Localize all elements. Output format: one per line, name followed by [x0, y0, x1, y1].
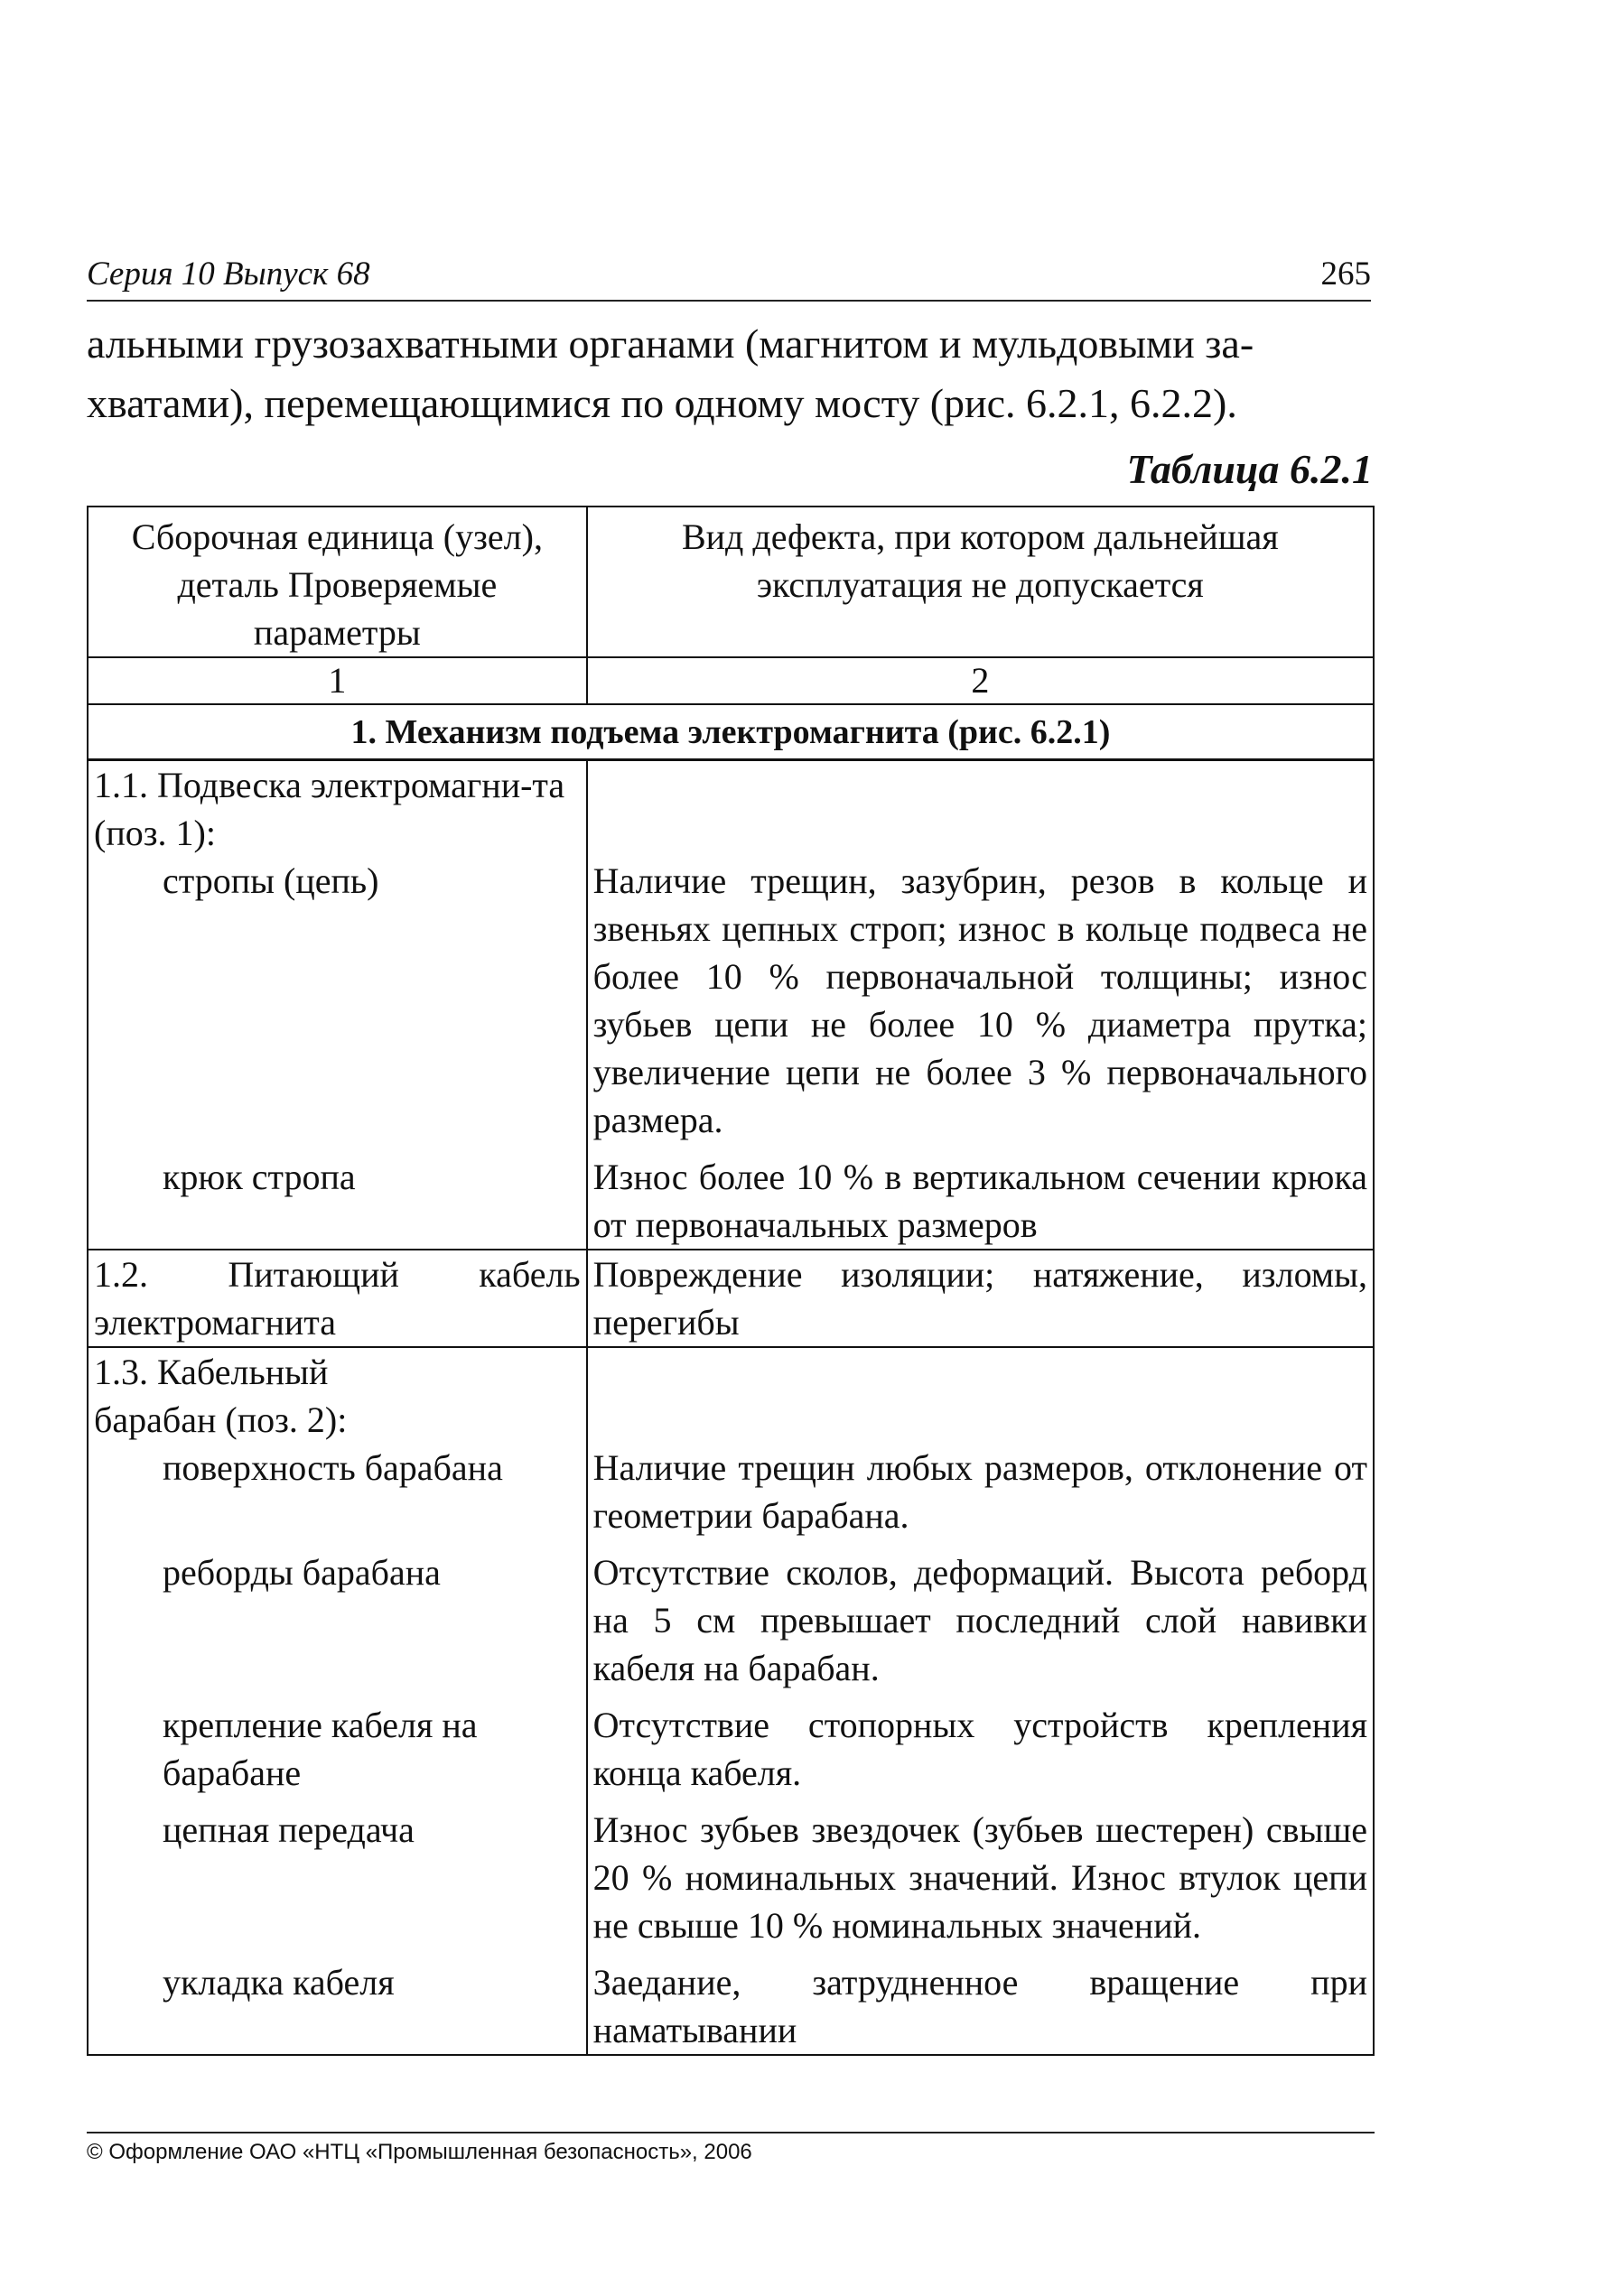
- defect-cell: [587, 1347, 1374, 1444]
- part-cell: укладка кабеля: [88, 1958, 587, 2055]
- column-number-row: [88, 657, 1374, 704]
- part-cell: крепление кабеля на барабане: [88, 1701, 587, 1806]
- defect-text: Отсутствие сколов, деформаций. Высота реборд на 5 см превышает последний слой навивки кабеля на барабан.: [592, 1552, 1367, 1688]
- part-cell: стропы (цепь): [88, 857, 587, 1153]
- defect-cell: [587, 1548, 1374, 1701]
- part-cell: реборды барабана: [88, 1548, 587, 1701]
- defect-text: Наличие трещин любых размеров, отклонение от геометрии барабана.: [592, 1447, 1367, 1536]
- table-row: [88, 857, 1374, 1153]
- defect-text: Износ зубьев звездочек (зубьев шестерен) свыше 20 % номинальных значений. Износ втулок цепи не свыше 10 % номинальных значений.: [592, 1809, 1367, 1946]
- defect-cell: [587, 1806, 1374, 1958]
- part-cell: цепная передача: [88, 1806, 587, 1958]
- defect-text: Наличие трещин, зазубрин, резов в кольце и звеньях цепных строп; износ в кольце подвеса не более 10 % первоначальной толщины; износ зубьев цепи не более 10 % диаметра прутка; увеличение цепи не более 3 % первоначального размера.: [592, 860, 1367, 1140]
- table-row: [88, 1701, 1374, 1806]
- defect-cell: [587, 857, 1374, 1153]
- intro-line: хватами), перемещающимися по одному мосту (рис. 6.2.1, 6.2.2).: [87, 380, 1237, 426]
- part-cell: 1.2. Питающий кабель электромагнита: [88, 1250, 587, 1347]
- section-title: 1. Механизм подъема электромагнита (рис. 6.2.1): [88, 704, 1374, 760]
- section-row: [88, 704, 1374, 760]
- defect-cell: [587, 1444, 1374, 1548]
- column-number: 1: [88, 657, 587, 704]
- part-cell: поверхность барабана: [88, 1444, 587, 1548]
- intro-line: альными грузозахватными органами (магнитом и мульдовыми за-: [87, 321, 1254, 367]
- defect-text: Отсутствие стопорных устройств крепления конца кабеля.: [592, 1705, 1367, 1793]
- series-label: Серия 10 Выпуск 68: [87, 256, 370, 293]
- table-header-row: [88, 507, 1374, 657]
- table-row: [88, 1347, 1374, 1444]
- defect-cell: Повреждение изоляции; натяжение, изломы, перегибы: [587, 1250, 1374, 1347]
- table-row: [88, 1958, 1374, 2055]
- column-header: Сборочная единица (узел), деталь Проверяемые параметры: [88, 507, 587, 657]
- footer-divider: [87, 2132, 1375, 2133]
- table-row: [88, 1548, 1374, 1701]
- defect-cell: Заедание, затрудненное вращение при наматывании: [587, 1958, 1374, 2055]
- table-row: [88, 1153, 1374, 1250]
- page-header: [87, 253, 1371, 302]
- table-row: [88, 1444, 1374, 1548]
- copyright-footer: © Оформление ОАО «НТЦ «Промышленная безопасность», 2006: [87, 2140, 752, 2164]
- intro-paragraph: [87, 314, 1375, 433]
- table-caption: Таблица 6.2.1: [1126, 446, 1373, 492]
- defect-cell: Износ более 10 % в вертикальном сечении крюка от первоначальных размеров: [587, 1153, 1374, 1250]
- table-row: [88, 760, 1374, 858]
- table-row: [88, 1250, 1374, 1347]
- part-cell: 1.1. Подвеска электромагни-та (поз. 1):: [88, 760, 587, 858]
- part-cell: крюк стропа: [88, 1153, 587, 1250]
- table-row: [88, 1806, 1374, 1958]
- page-number: 265: [1320, 256, 1371, 293]
- part-cell: 1.3. Кабельный барабан (поз. 2):: [88, 1347, 587, 1444]
- defect-cell: [587, 1701, 1374, 1806]
- column-header: Вид дефекта, при котором дальнейшая эксплуатация не допускается: [587, 507, 1374, 657]
- column-number: 2: [587, 657, 1374, 704]
- defect-cell: [587, 760, 1374, 858]
- defects-table: [87, 506, 1375, 2056]
